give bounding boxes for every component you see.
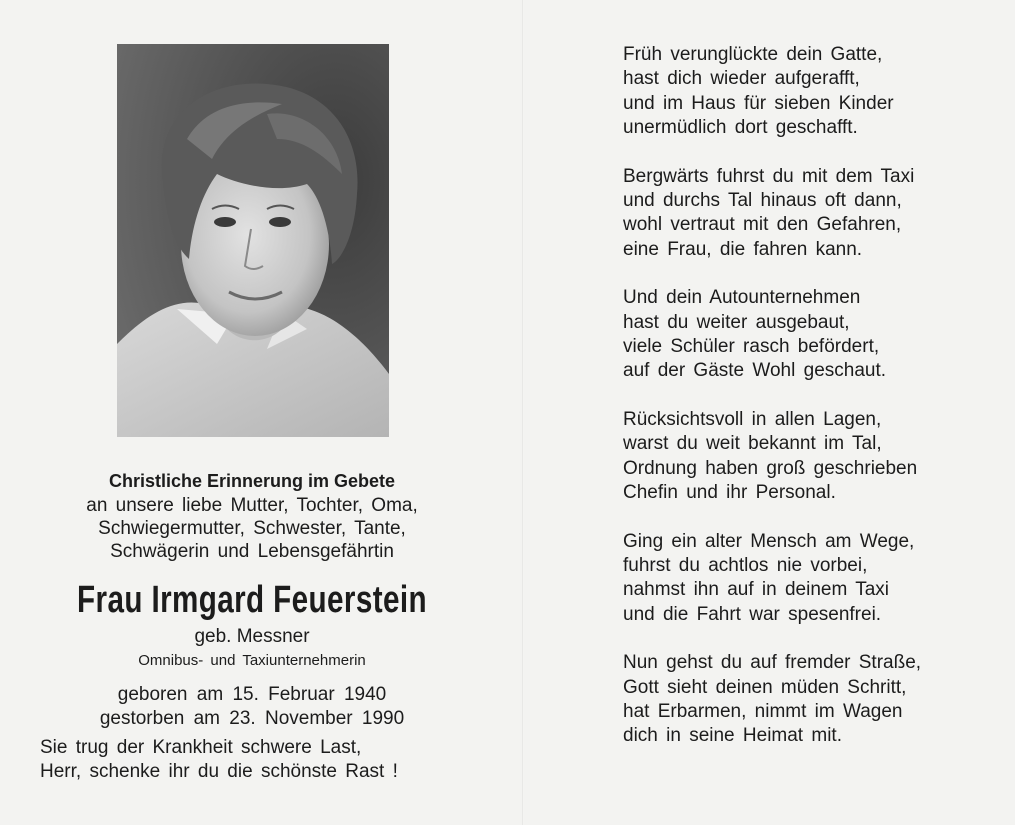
poem-line: Bergwärts fuhrst du mit dem Taxi [623,165,915,187]
poem-line: und durchs Tal hinaus oft dann, [623,190,902,212]
poem-line: nahmst ihn auf in deinem Taxi [623,579,890,601]
portrait-illustration [117,44,389,437]
portrait-photo [117,44,389,437]
stanza [623,286,1003,384]
dedication-line: Schwägerin und Lebensgefährtin [110,541,394,562]
poem-line: Ordnung haben groß geschrieben [623,457,918,479]
poem-line: Früh verunglückte dein Gatte, [623,44,883,65]
poem-line: viele Schüler rasch befördert, [623,336,880,358]
deceased-name: Frau Irmgard Feuerstein [77,579,427,621]
poem-line: warst du weit bekannt im Tal, [623,433,882,455]
poem-line: auf der Gäste Wohl geschaut. [623,360,887,382]
stanza [623,651,1003,749]
poem-line: hast dich wieder aufgerafft, [623,68,860,90]
dedication-line: Schwiegermutter, Schwester, Tante, [98,518,406,539]
birth-date: geboren am 15. Februar 1940 [117,684,387,705]
poem-line: unermüdlich dort geschafft. [623,117,858,139]
poem-line: eine Frau, die fahren kann. [623,238,863,260]
stanza [623,43,1003,141]
poem [623,43,1003,773]
poem-line: hat Erbarmen, nimmt im Wagen [623,700,903,722]
poem-line: fuhrst du achtlos nie vorbei, [623,554,868,576]
dedication-line: an unsere liebe Mutter, Tochter, Oma, [86,495,418,516]
poem-line: Chefin und ihr Personal. [623,482,836,504]
occupation: Omnibus- und Taxiunternehmerin [138,652,366,669]
maiden-name: geb. Messner [194,626,310,647]
heading: Christliche Erinnerung im Gebete [108,471,396,491]
poem-line: hast du weiter ausgebaut, [623,311,850,333]
poem-line: Rücksichtsvoll in allen Lagen, [623,408,882,430]
poem-line: Ging ein alter Mensch am Wege, [623,530,915,552]
closing-line: Sie trug der Krankheit schwere Last, [40,737,362,758]
poem-line: Und dein Autounternehmen [623,287,861,309]
stanza [623,408,1003,506]
right-panel [524,0,1015,825]
stanza [623,165,1003,263]
poem-line: Nun gehst du auf fremder Straße, [623,652,922,674]
poem-line: wohl vertraut mit den Gefahren, [623,214,902,236]
dedication-text [20,494,484,563]
life-dates [20,683,484,731]
closing-verse [40,736,480,784]
poem-line: dich in seine Heimat mit. [623,725,842,747]
poem-line: und die Fahrt war spesenfrei. [623,603,882,625]
poem-line: Gott sieht deinen müden Schritt, [623,676,907,698]
poem-line: und im Haus für sieben Kinder [623,92,894,114]
death-date: gestorben am 23. November 1990 [99,708,405,729]
closing-line: Herr, schenke ihr du die schönste Rast ! [40,761,398,782]
stanza [623,530,1003,628]
